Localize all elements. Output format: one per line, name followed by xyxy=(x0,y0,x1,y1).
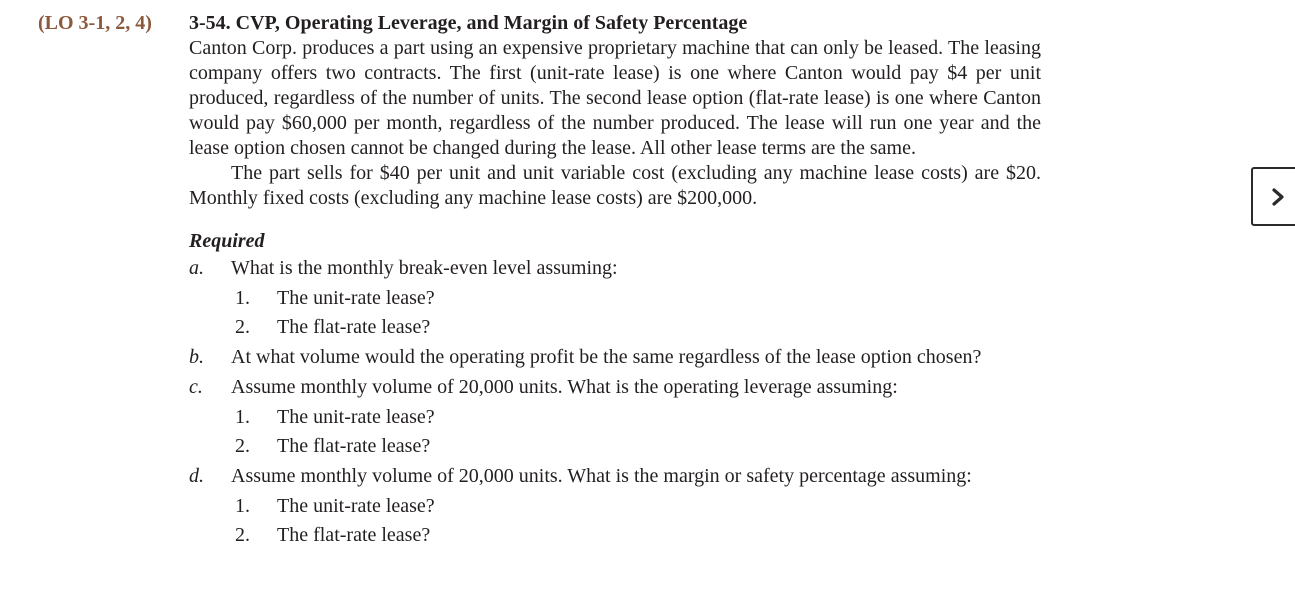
required-item-b xyxy=(189,343,1041,373)
required-item-c xyxy=(189,373,1041,403)
sub-item-number: 2. xyxy=(235,524,250,547)
next-button[interactable] xyxy=(1251,167,1295,226)
required-item-letter: a. xyxy=(189,257,204,279)
sub-item-number: 2. xyxy=(235,435,250,458)
sub-item-text: The unit-rate lease? xyxy=(277,494,435,517)
sub-item-number: 1. xyxy=(235,405,250,428)
required-a-sub-1 xyxy=(189,284,1041,314)
sub-item-number: 1. xyxy=(235,286,250,309)
required-item-text: What is the monthly break-even level assuming: xyxy=(231,257,618,279)
sub-item-text: The flat-rate lease? xyxy=(277,435,431,458)
required-heading: Required xyxy=(189,230,265,252)
problem-title: 3-54. CVP, Operating Leverage, and Margin of Safety Percentage xyxy=(189,12,748,34)
required-item-d xyxy=(189,462,1041,492)
sub-item-text: The flat-rate lease? xyxy=(277,316,431,339)
required-c-sub-1 xyxy=(189,403,1041,433)
required-list xyxy=(189,254,1041,551)
required-item-letter: d. xyxy=(189,464,204,487)
required-a-sub-2 xyxy=(189,313,1041,343)
required-item-text: Assume monthly volume of 20,000 units. What is the margin or safety percentage assuming: xyxy=(231,464,972,487)
required-item-text: Assume monthly volume of 20,000 units. What is the operating leverage assuming: xyxy=(231,375,898,398)
sub-item-number: 1. xyxy=(235,494,250,517)
required-item-letter: b. xyxy=(189,346,204,369)
required-item-text: At what volume would the operating profit be the same regardless of the lease option chosen? xyxy=(231,346,982,369)
sub-item-text: The unit-rate lease? xyxy=(277,405,435,428)
problem-paragraph-2: The part sells for $40 per unit and unit variable cost (excluding any machine lease costs) are $20. Monthly fixed costs (excluding any machine lease costs) are $200,000. xyxy=(189,162,1041,209)
required-d-sub-2 xyxy=(189,521,1041,551)
chevron-right-icon xyxy=(1268,187,1288,207)
required-item-letter: c. xyxy=(189,375,203,398)
sub-item-text: The flat-rate lease? xyxy=(277,524,431,547)
sub-item-text: The unit-rate lease? xyxy=(277,286,435,309)
problem-paragraph-1: Canton Corp. produces a part using an expensive proprietary machine that can only be leased. The leasing company offers two contracts. The first (unit-rate lease) is one where Canton would pay $4 per unit produced, regardless of the number of units. The second lease option (flat-rate lease) is one where Canton would pay $60,000 per month, regardless of the number produced. The lease will run one year and the lease option chosen cannot be changed during the lease. All other lease terms are the same. xyxy=(189,37,1041,159)
problem-content xyxy=(189,10,1041,551)
required-item-a xyxy=(189,254,1041,284)
sub-item-number: 2. xyxy=(235,316,250,339)
learning-objectives-tag: (LO 3-1, 2, 4) xyxy=(38,12,152,34)
required-c-sub-2 xyxy=(189,432,1041,462)
required-d-sub-1 xyxy=(189,492,1041,522)
